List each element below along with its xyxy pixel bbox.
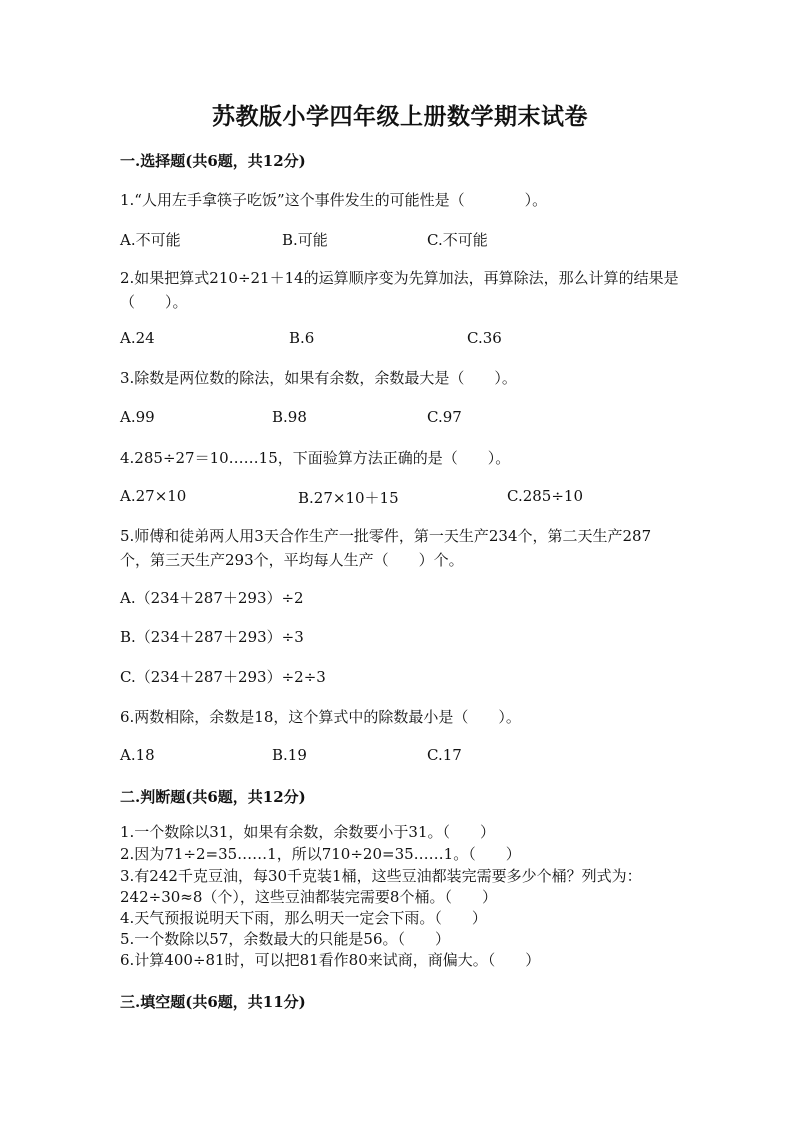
q4-option-c: C.285÷10 bbox=[507, 487, 583, 505]
q1-option-a: A.不可能 bbox=[120, 231, 181, 249]
q2-option-c: C.36 bbox=[467, 329, 502, 347]
q4-option-a: A.27×10 bbox=[120, 487, 187, 505]
q2-option-b: B.6 bbox=[289, 329, 315, 347]
q5-option-a: A.（234＋287＋293）÷2 bbox=[120, 589, 304, 607]
q3-option-a: A.99 bbox=[120, 408, 155, 426]
question-2: 2.如果把算式210÷21＋14的运算顺序变为先算加法，再算除法，那么计算的结果是（ ）。 bbox=[120, 269, 679, 311]
q6-option-a: A.18 bbox=[120, 746, 155, 764]
question-3: 3.除数是两位数的除法，如果有余数，余数最大是（ ）。 bbox=[120, 369, 517, 387]
judgement-item-2: 2.因为71÷2=35……1，所以710÷20=35……1。（ ） bbox=[120, 845, 521, 863]
q2-option-a: A.24 bbox=[120, 329, 155, 347]
q5-option-c: C.（234＋287＋293）÷2÷3 bbox=[120, 668, 326, 686]
section-heading-choice: 一.选择题(共6题，共12分) bbox=[120, 152, 306, 170]
section-heading-fill-blank: 三.填空题(共6题，共11分) bbox=[120, 993, 306, 1011]
q3-option-b: B.98 bbox=[272, 408, 307, 426]
question-6: 6.两数相除，余数是18，这个算式中的除数最小是（ ）。 bbox=[120, 708, 521, 726]
question-5: 5.师傅和徒弟两人用3天合作生产一批零件，第一天生产234个，第二天生产287个，第三天生产293个，平均每人生产（ ）个。 bbox=[120, 527, 652, 569]
judgement-item-5: 5.一个数除以57，余数最大的只能是56。（ ） bbox=[120, 930, 450, 948]
question-1: 1.“人用左手拿筷子吃饭”这个事件发生的可能性是（ ）。 bbox=[120, 191, 548, 209]
section-heading-judgement: 二.判断题(共6题，共12分) bbox=[120, 788, 306, 806]
q6-option-b: B.19 bbox=[272, 746, 307, 764]
q1-option-b: B.可能 bbox=[282, 231, 328, 249]
judgement-item-1: 1.一个数除以31，如果有余数，余数要小于31。（ ） bbox=[120, 823, 495, 841]
q3-option-c: C.97 bbox=[427, 408, 462, 426]
question-4: 4.285÷27＝10……15，下面验算方法正确的是（ ）。 bbox=[120, 449, 511, 467]
q4-option-b: B.27×10＋15 bbox=[298, 489, 399, 507]
q1-option-c: C.不可能 bbox=[427, 231, 488, 249]
judgement-item-6: 6.计算400÷81时，可以把81看作80来试商，商偏大。（ ） bbox=[120, 951, 541, 969]
q5-option-b: B.（234＋287＋293）÷3 bbox=[120, 628, 304, 646]
page-title: 苏教版小学四年级上册数学期末试卷 bbox=[212, 103, 588, 130]
judgement-item-4: 4.天气预报说明天下雨，那么明天一定会下雨。（ ） bbox=[120, 909, 487, 927]
q6-option-c: C.17 bbox=[427, 746, 462, 764]
judgement-item-3: 3.有242千克豆油，每30千克装1桶，这些豆油都装完需要多少个桶？列式为：242÷30≈8（个），这些豆油都装完需要8个桶。（ ） bbox=[120, 867, 642, 906]
